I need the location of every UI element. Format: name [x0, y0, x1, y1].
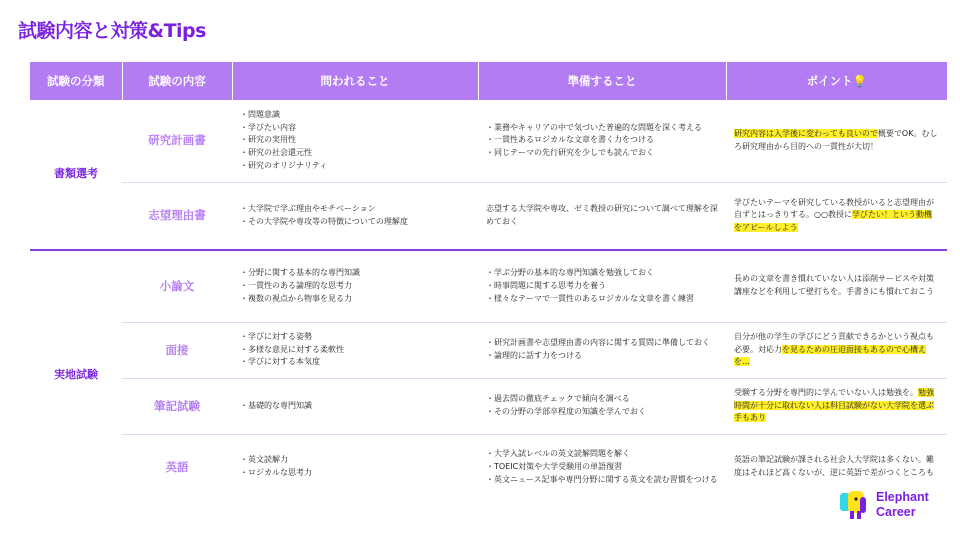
highlighted-text: を見るための圧迫面接もあるので心構えを…: [734, 344, 926, 367]
logo-line-1: Elephant: [876, 490, 929, 504]
list-item: ・ロジカルな思考力: [240, 468, 312, 478]
exam-table: [30, 62, 947, 500]
asked-cell: [232, 378, 478, 434]
table-row: [30, 322, 947, 378]
point-cell: [726, 182, 947, 250]
point-cell: [726, 100, 947, 182]
asked-cell: [232, 250, 478, 322]
list-item: ・研究の実用性: [240, 135, 296, 145]
list-item: ・論理的に話す力をつける: [486, 351, 582, 360]
highlighted-text: 勉強時間が十分に取れない人は科目試験がない大学院を選ぶ手もあり: [734, 387, 934, 423]
list-item: ・様々なテーマで一貫性のあるロジカルな文章を書く練習: [486, 293, 694, 303]
prepare-cell: [478, 250, 726, 322]
list-item: ・その大学院や専攻等の特徴についての理解度: [240, 216, 408, 226]
list-item: ・一貫性あるロジカルな文章を書く力をつける: [486, 135, 654, 145]
list-item: ・過去問の徹底チェックで傾向を調べる: [486, 394, 630, 404]
prepare-cell: [478, 182, 726, 250]
category-document-screening: 書類選考: [30, 100, 122, 250]
point-text: 英語の筆記試験が課される社会人大学院は多くない。難度はそれほど高くないが、逆に英語で差がつくところも: [734, 455, 934, 478]
header-asked: 問われること: [232, 62, 478, 100]
table-row: [30, 182, 947, 250]
list-item: ・業務やキャリアの中で気づいた普遍的な問題を深く考える: [486, 122, 702, 132]
table-row: [30, 434, 947, 500]
exam-name-written-test: 筆記試験: [122, 378, 232, 434]
exam-name-statement-of-purpose: 志望理由書: [122, 182, 232, 250]
point-text: 学びたいテーマを研究している教授がいると志望理由が自ずとはっきりする。○○教授に: [734, 197, 934, 220]
point-text: 概要でOK。むしろ研究理由から目的への一貫性が大切！: [734, 128, 938, 151]
elephant-icon: [838, 489, 874, 523]
list-item: ・その分野の学部卒程度の知識を学んでおく: [486, 407, 646, 416]
exam-name-english: 英語: [165, 459, 189, 474]
prepare-cell: [478, 378, 726, 434]
list-item: ・研究計画書や志望理由書の内容に関する質問に準備しておく: [486, 338, 710, 348]
logo-line-2: Career: [876, 505, 916, 519]
list-item: ・学びに対する本気度: [240, 357, 320, 367]
list-item: 志望する大学院や専攻、ゼミ教授の研究について調べて理解を深めておく: [486, 203, 718, 226]
list-item: ・基礎的な専門知識: [240, 400, 312, 410]
list-item: ・大学院で学ぶ理由やモチベーション: [240, 203, 376, 213]
list-item: ・研究のオリジナリティ: [240, 160, 328, 170]
list-item: ・分野に関する基本的な専門知識: [240, 268, 360, 278]
exam-name-interview: 面接: [122, 322, 232, 378]
table-row: [30, 100, 947, 182]
list-item: ・TOEIC対策や大学受験用の単語復習: [486, 461, 623, 471]
list-item: ・同じテーマの先行研究を少しでも読んでおく: [486, 148, 654, 158]
list-item: ・学ぶ分野の基本的な専門知識を勉強しておく: [486, 268, 654, 278]
asked-cell: [232, 100, 478, 182]
list-item: ・複数の視点から物事を見る力: [240, 293, 352, 303]
exam-name-research-plan: 研究計画書: [122, 100, 232, 182]
list-item: ・一貫性のある論理的な思考力: [240, 280, 352, 290]
point-cell: [726, 250, 947, 322]
list-item: ・英文読解力: [240, 455, 288, 465]
table-header-row: [30, 62, 947, 100]
highlighted-text: 研究内容は入学後に変わっても良いので: [734, 128, 878, 138]
category-practical-exam: 実地試験: [54, 368, 98, 382]
prepare-cell: [478, 434, 726, 500]
header-category: 試験の分類: [30, 62, 122, 100]
point-text: 自分が他の学生の学びにどう貢献できるかという視点も必要。対応力: [734, 331, 934, 354]
list-item: ・時事問題に関する思考力を養う: [486, 280, 606, 290]
exam-name-essay: 小論文: [122, 250, 232, 322]
point-cell: [726, 378, 947, 434]
elephant-career-logo: [838, 488, 948, 524]
list-item: ・研究の社会還元性: [240, 148, 312, 158]
list-item: ・問題意識: [240, 109, 280, 119]
point-cell: [726, 322, 947, 378]
list-item: ・学びに対する姿勢: [240, 331, 312, 341]
highlighted-text: 学びたい！という動機をアピールしよう: [734, 210, 932, 233]
header-content: 試験の内容: [122, 62, 232, 100]
table-row: [30, 250, 947, 322]
point-text: 受験する分野を専門的に学んでいない人は勉強を。: [734, 387, 918, 397]
logo-text: [876, 490, 929, 520]
header-prepare: 準備すること: [478, 62, 726, 100]
page-title: 試験内容と対策&Tips: [18, 20, 206, 42]
list-item: ・多様な意見に対する柔軟性: [240, 344, 344, 354]
list-item: ・英文ニュース記事や専門分野に関する英文を読む習慣をつける: [486, 474, 718, 484]
asked-cell: [232, 434, 478, 500]
header-point: ポイント💡: [726, 62, 947, 100]
asked-cell: [232, 322, 478, 378]
table-row: [30, 378, 947, 434]
list-item: ・学びたい内容: [240, 122, 296, 132]
point-text: 長めの文章を書き慣れていない人は添削サービスや対策講座などを利用して壁打ちを。手書きにも慣れておこう: [734, 274, 934, 297]
prepare-cell: [478, 322, 726, 378]
prepare-cell: [478, 100, 726, 182]
asked-cell: [232, 182, 478, 250]
list-item: ・大学入試レベルの英文読解問題を解く: [486, 449, 630, 459]
